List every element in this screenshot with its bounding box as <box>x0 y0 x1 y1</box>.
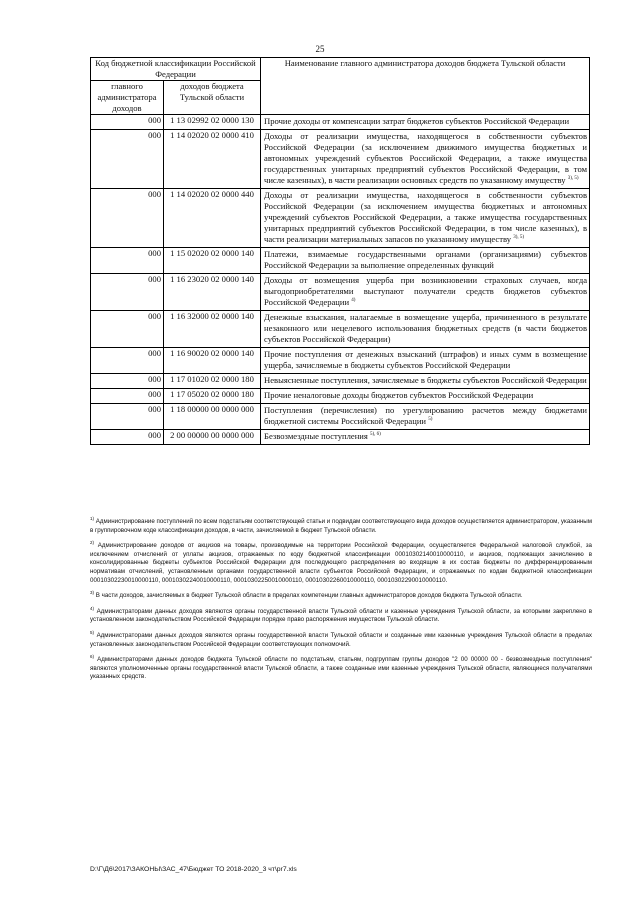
table-row <box>91 248 590 274</box>
footnote-marker: 3), 5) <box>513 235 525 241</box>
admin-code-cell: 000 <box>91 404 164 430</box>
revenue-code-column-header: доходов бюджета Тульской области <box>164 81 261 115</box>
footnote-text: Администрирование поступлений по всем подстатьям соответствующей статьи и подвидам соответствующего вида доходов осуществляется администратором, указанным в группировочном коде классификации доходов, в части, зачисляемой в бюджет Тульской области. <box>90 518 592 534</box>
footnote-mark: 5) <box>90 629 95 635</box>
revenue-code-cell: 1 16 90020 02 0000 140 <box>164 348 261 374</box>
table-row <box>91 274 590 311</box>
footnote-mark: 3) <box>90 590 95 596</box>
revenue-name-text: Невыясненные поступления, зачисляемые в бюджеты субъектов Российской Федерации <box>264 375 587 385</box>
revenue-name-text: Доходы от реализации имущества, находящегося в собственности субъектов Российской Федерации (за исключением движимого имущества бюджетных и автономных учреждений субъектов Российской Федерации, а также имущества государственных унитарных предприятий субъектов Российской Федерации, в том числе казенных), в части реализации основных средств по указанному имуществу <box>264 131 588 185</box>
footnote <box>90 592 592 601</box>
table-row <box>91 404 590 430</box>
table-row <box>91 348 590 374</box>
revenue-name-text: Прочие поступления от денежных взысканий (штрафов) и иных сумм в возмещение ущерба, зачисляемые в бюджеты субъектов Российской Федерации <box>264 349 588 370</box>
revenue-name-cell <box>261 274 590 311</box>
revenue-code-cell: 1 16 32000 02 0000 140 <box>164 311 261 348</box>
footnote <box>90 542 592 585</box>
code-group-header: Код бюджетной классификации Российской Федерации <box>91 58 261 81</box>
table-row <box>91 130 590 189</box>
table-row <box>91 311 590 348</box>
footnote <box>90 605 592 625</box>
footnote-text: Администрирование доходов от акцизов на товары, производимые на территории Российской Федерации, осуществляется Федеральной налоговой службой, за исключением отчислений от уплаты акцизов, отражаемых по коду бюджетной классификации 00010302140010000110, и акцизов, подлежащих зачислению в консолидированные бюджеты субъектов Российской Федерации для последующего распределения во входящие в их состав бюджеты по дифференцированным нормативам отчислений, установленным органами государственной власти субъектов Российской Федерации, и отражаемых по кодам бюджетной классификации 00010302230010000110, 00010302240010000110, 00010302250010000110, 00010302260010000110, 00010302290010000110. <box>90 542 592 584</box>
revenue-name-cell <box>261 430 590 445</box>
revenue-name-text: Прочие доходы от компенсации затрат бюджетов субъектов Российской Федерации <box>264 116 570 126</box>
revenue-name-cell <box>261 374 590 389</box>
admin-code-cell: 000 <box>91 389 164 404</box>
revenue-name-cell <box>261 189 590 248</box>
admin-code-cell: 000 <box>91 130 164 189</box>
file-path-footer: D:\Г\Д6\2017\ЗАКОНЫ\ЗАС_47\Бюджет ТО 2018-2020_3 чт\pr7.xls <box>90 866 297 873</box>
footnotes <box>90 515 592 689</box>
footnote-mark: 1) <box>90 515 95 521</box>
admin-code-cell: 000 <box>91 189 164 248</box>
revenue-name-cell <box>261 348 590 374</box>
revenue-name-text: Поступления (перечисления) по урегулированию расчетов между бюджетами бюджетной системы Российской Федерации <box>264 405 588 426</box>
footnote <box>90 629 592 649</box>
revenue-name-cell <box>261 311 590 348</box>
revenue-name-text: Денежные взыскания, налагаемые в возмещение ущерба, причиненного в результате незаконного или нецелевого использования бюджетных средств (в части бюджетов субъектов Российской Федерации) <box>264 312 588 344</box>
name-column-header: Наименование главного администратора доходов бюджета Тульской области <box>261 58 590 115</box>
admin-code-cell: 000 <box>91 248 164 274</box>
revenue-name-text: Платежи, взимаемые государственными органами (организациями) субъектов Российской Федерации за выполнение определенных функций <box>264 249 588 270</box>
table-row <box>91 374 590 389</box>
footnote-marker: 5) <box>428 417 433 423</box>
revenue-code-cell: 1 13 02992 02 0000 130 <box>164 115 261 130</box>
revenue-name-cell <box>261 389 590 404</box>
page-number: 25 <box>315 44 325 54</box>
revenue-code-cell: 1 14 02020 02 0000 440 <box>164 189 261 248</box>
admin-code-cell: 000 <box>91 311 164 348</box>
admin-code-cell: 000 <box>91 274 164 311</box>
revenue-code-cell: 1 17 05020 02 0000 180 <box>164 389 261 404</box>
revenue-code-cell: 1 16 23020 02 0000 140 <box>164 274 261 311</box>
footnote <box>90 515 592 535</box>
footnote-text: Администраторами данных доходов являются органы государственной власти Тульской области и созданные ими казенные учреждения Тульской области в пределах установленных законодательством Российской Федерации соответствующих полномочий. <box>90 631 592 648</box>
table-row <box>91 430 590 445</box>
table-body <box>91 115 590 445</box>
footnote-mark: 4) <box>90 605 95 611</box>
admin-code-cell: 000 <box>91 115 164 130</box>
admin-code-cell: 000 <box>91 348 164 374</box>
footnote-text: Администраторами данных доходов бюджета Тульской области по подстатьям, статьям, подгруппам группы доходов "2 00 00000 00 - безвозмездные поступления" являются уполномоченные органы государственной власти Тульской области, а также созданные ими казенные учреждения Тульской области, являющиеся получателями указанных средств. <box>90 656 592 681</box>
revenue-code-cell: 1 18 00000 00 0000 000 <box>164 404 261 430</box>
footnote <box>90 656 592 682</box>
budget-classification-table <box>90 57 590 445</box>
revenue-name-cell <box>261 115 590 130</box>
revenue-name-text: Доходы от реализации имущества, находящегося в собственности субъектов Российской Федерации (за исключением имущества бюджетных и автономных учреждений субъектов Российской Федерации, а также имущества государственных унитарных предприятий субъектов Российской Федерации, в том числе казенных), в части реализации материальных запасов по указанному имуществу <box>264 190 588 244</box>
revenue-code-cell: 2 00 00000 00 0000 000 <box>164 430 261 445</box>
admin-code-cell: 000 <box>91 430 164 445</box>
revenue-code-cell: 1 14 02020 02 0000 410 <box>164 130 261 189</box>
footnote-mark: 2) <box>90 540 95 546</box>
admin-code-cell: 000 <box>91 374 164 389</box>
revenue-name-cell <box>261 404 590 430</box>
footnote-marker: 4) <box>351 298 356 304</box>
footnote-text: Администраторами данных доходов являются органы государственной власти Тульской области и казенные учреждения Тульской области, за которыми закреплено в установленном законодательством Российской Федерации порядке право распоряжения имуществом Тульской области. <box>90 607 592 624</box>
table-row <box>91 389 590 404</box>
revenue-name-text: Доходы от возмещения ущерба при возникновении страховых случаев, когда выгодоприобретателями выступают получатели средств бюджетов субъектов Российской Федерации <box>264 275 588 307</box>
revenue-name-text: Безвозмездные поступления <box>264 431 368 441</box>
revenue-name-cell <box>261 130 590 189</box>
footnote-marker: 5), 6) <box>370 432 381 438</box>
revenue-name-cell <box>261 248 590 274</box>
footnote-text: В части доходов, зачисляемых в бюджет Тульской области в пределах компетенции главных администраторов доходов бюджета Тульской области. <box>95 592 523 600</box>
table-row <box>91 115 590 130</box>
table-row <box>91 189 590 248</box>
revenue-name-text: Прочие неналоговые доходы бюджетов субъектов Российской Федерации <box>264 390 534 400</box>
revenue-code-cell: 1 17 01020 02 0000 180 <box>164 374 261 389</box>
footnote-mark: 6) <box>90 654 95 660</box>
revenue-code-cell: 1 15 02020 02 0000 140 <box>164 248 261 274</box>
footnote-marker: 3), 5) <box>567 176 579 182</box>
admin-column-header: главного администратора доходов <box>91 81 164 115</box>
